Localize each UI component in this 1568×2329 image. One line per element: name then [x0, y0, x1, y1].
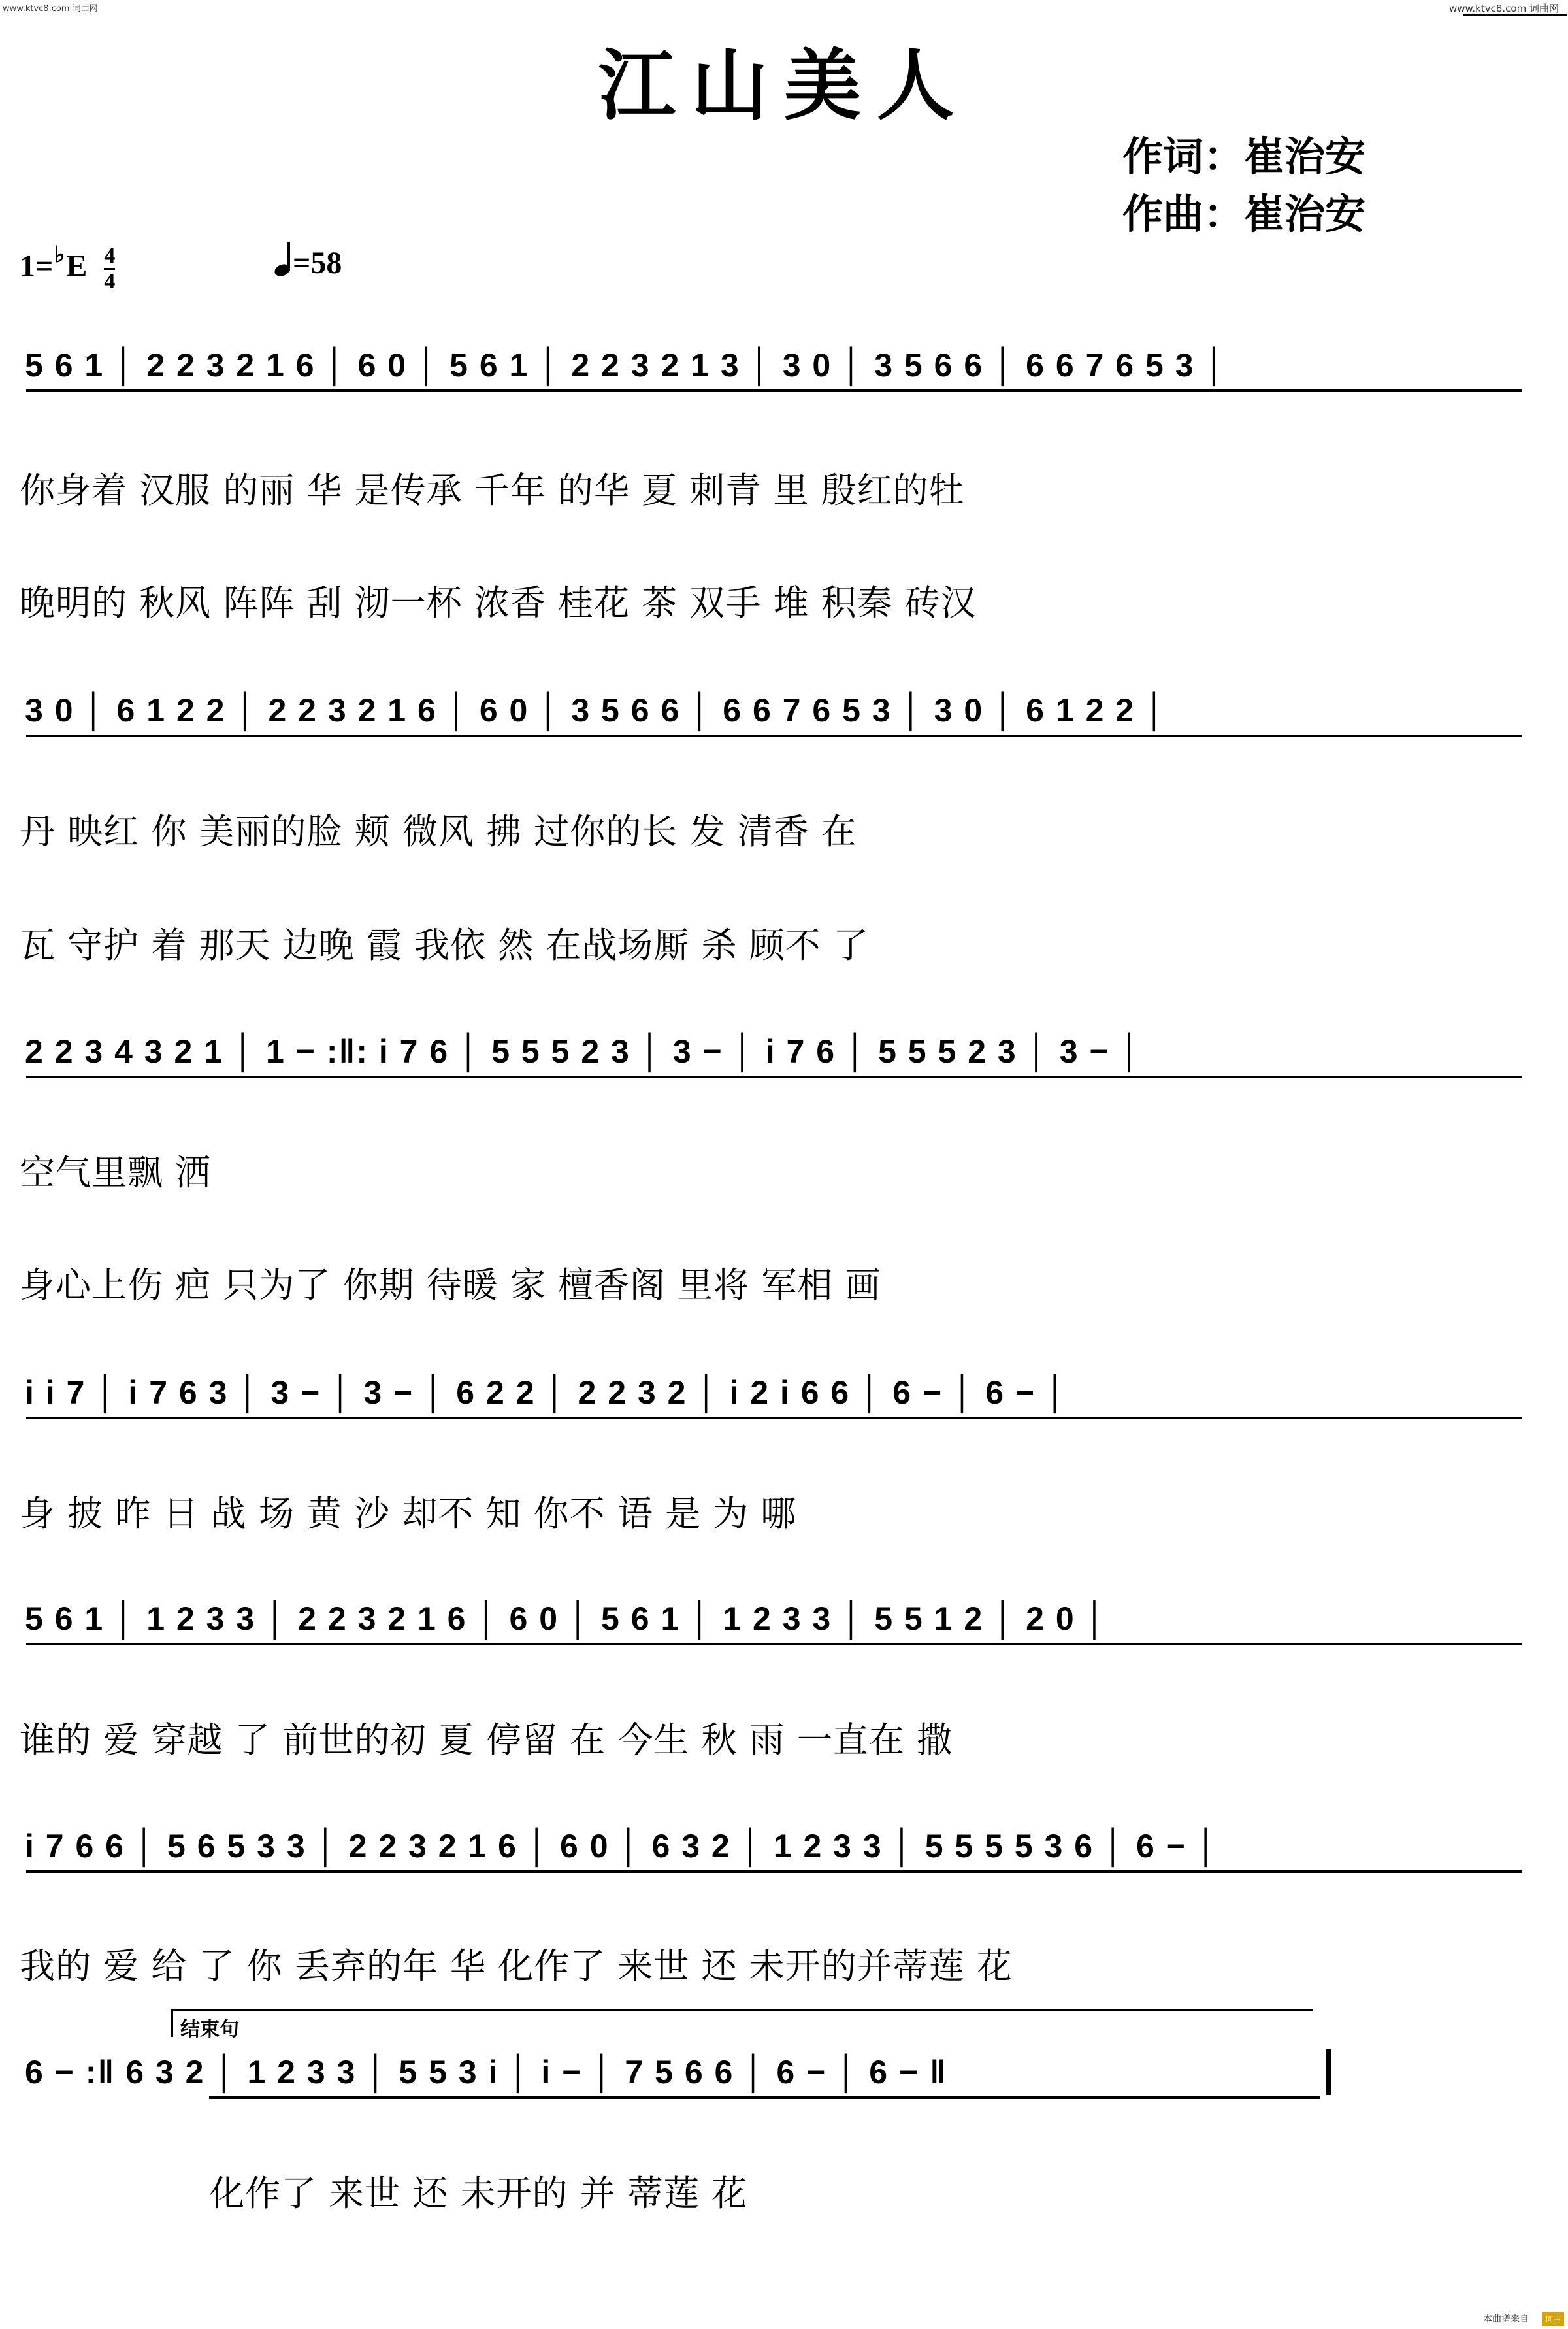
quarter-note-icon [274, 243, 293, 277]
lyric-line: 丹 映红 你 美丽的脸 颊 微风 拂 过你的长 发 清香 在 [20, 811, 857, 852]
beam-line [26, 1643, 1522, 1645]
lyric-line: 空气里飘 洒 [20, 1152, 212, 1193]
lyric-line: 化作了 来世 还 未开的 并 蒂莲 花 [209, 2173, 747, 2214]
lyricist-credit: 作词：崔治安 [1122, 133, 1366, 180]
time-bottom: 4 [104, 269, 116, 294]
notation-row: 3 0 │ 6 1 2 2 │ 2 2 3 2 1 6 │ 6 0 │ 3 5 6 6 │ 6 6 7 6 5 3 │ 3 0 │ 6 1 2 2 │ [25, 692, 1168, 729]
lyric-line: 身心上伤 疤 只为了 你期 待暖 家 檀香阁 里将 军相 画 [20, 1264, 881, 1306]
time-signature [104, 245, 115, 293]
tempo-value: =58 [293, 246, 342, 280]
beam-line [209, 2096, 1320, 2099]
notation-row: 2 2 3 4 3 2 1 │ 1 − :‖: i 7 6 │ 5 5 5 2 3 │ 3 − │ i 7 6 │ 5 5 5 2 3 │ 3 − │ [25, 1033, 1142, 1070]
lyric-line: 晚明的 秋风 阵阵 刮 沏一杯 浓香 桂花 茶 双手 堆 积秦 砖汉 [20, 582, 977, 623]
notation-row: 5 6 1 │ 1 2 3 3 │ 2 2 3 2 1 6 │ 6 0 │ 5 6 1 │ 1 2 3 3 │ 5 5 1 2 │ 2 0 │ [25, 1600, 1107, 1637]
composer-credit: 作曲：崔治安 [1122, 190, 1366, 238]
footer-source: 本曲谱来自 [1483, 2314, 1529, 2324]
notation-row: i i 7 │ i 7 6 3 │ 3 − │ 3 − │ 6 2 2 │ 2 2 3 2 │ i 2 i 6 6 │ 6 − │ 6 − │ [25, 1374, 1068, 1411]
notation-row: 5 6 1 │ 2 2 3 2 1 6 │ 6 0 │ 5 6 1 │ 2 2 3 2 1 3 │ 3 0 │ 3 5 6 6 │ 6 6 7 6 5 3 │ [25, 347, 1227, 384]
time-top: 4 [104, 244, 116, 269]
notation-row: i 7 6 6 │ 5 6 5 3 3 │ 2 2 3 2 1 6 │ 6 0 │ 6 3 2 │ 1 2 3 3 │ 5 5 5 5 3 6 │ 6 − │ [25, 1828, 1219, 1864]
key-note: E [66, 249, 88, 284]
beam-line [26, 735, 1522, 737]
lyric-line: 瓦 守护 着 那天 边晚 霞 我依 然 在战场厮 杀 顾不 了 [20, 925, 869, 966]
final-barline [1326, 2049, 1331, 2095]
site-watermark-right: www.ktvc8.com 词曲网 [1448, 3, 1559, 14]
volta-label: 结束句 [180, 2018, 239, 2041]
key-signature [20, 242, 115, 293]
site-logo-icon: 词曲 [1542, 2312, 1564, 2326]
lyric-line: 我的 爱 给 了 你 丢弃的年 华 化作了 来世 还 未开的并蒂莲 花 [20, 1945, 1013, 1987]
song-title: 江山美人 [598, 40, 970, 131]
flat-sign: ♭ [54, 243, 65, 267]
notation-row: 6 − :‖ 6 3 2 │ 1 2 3 3 │ 5 5 3 i │ i − │ 7 5 6 6 │ 6 − │ 6 − ‖ [25, 2054, 947, 2090]
volta-bracket [171, 2009, 1313, 2037]
beam-line [26, 1417, 1522, 1419]
site-watermark-left: www.ktvc8.com 词曲网 [3, 4, 98, 14]
beam-line [26, 389, 1522, 392]
beam-line [26, 1076, 1522, 1078]
lyric-line: 身 披 昨 日 战 场 黄 沙 却不 知 你不 语 是 为 哪 [20, 1493, 797, 1534]
beam-line [26, 1870, 1522, 1873]
key-prefix: 1= [20, 249, 54, 284]
tempo-marking [274, 243, 342, 281]
lyric-line: 谁的 爱 穿越 了 前世的初 夏 停留 在 今生 秋 雨 一直在 撒 [20, 1719, 953, 1760]
lyric-line: 你身着 汉服 的丽 华 是传承 千年 的华 夏 刺青 里 殷红的牡 [20, 470, 965, 511]
